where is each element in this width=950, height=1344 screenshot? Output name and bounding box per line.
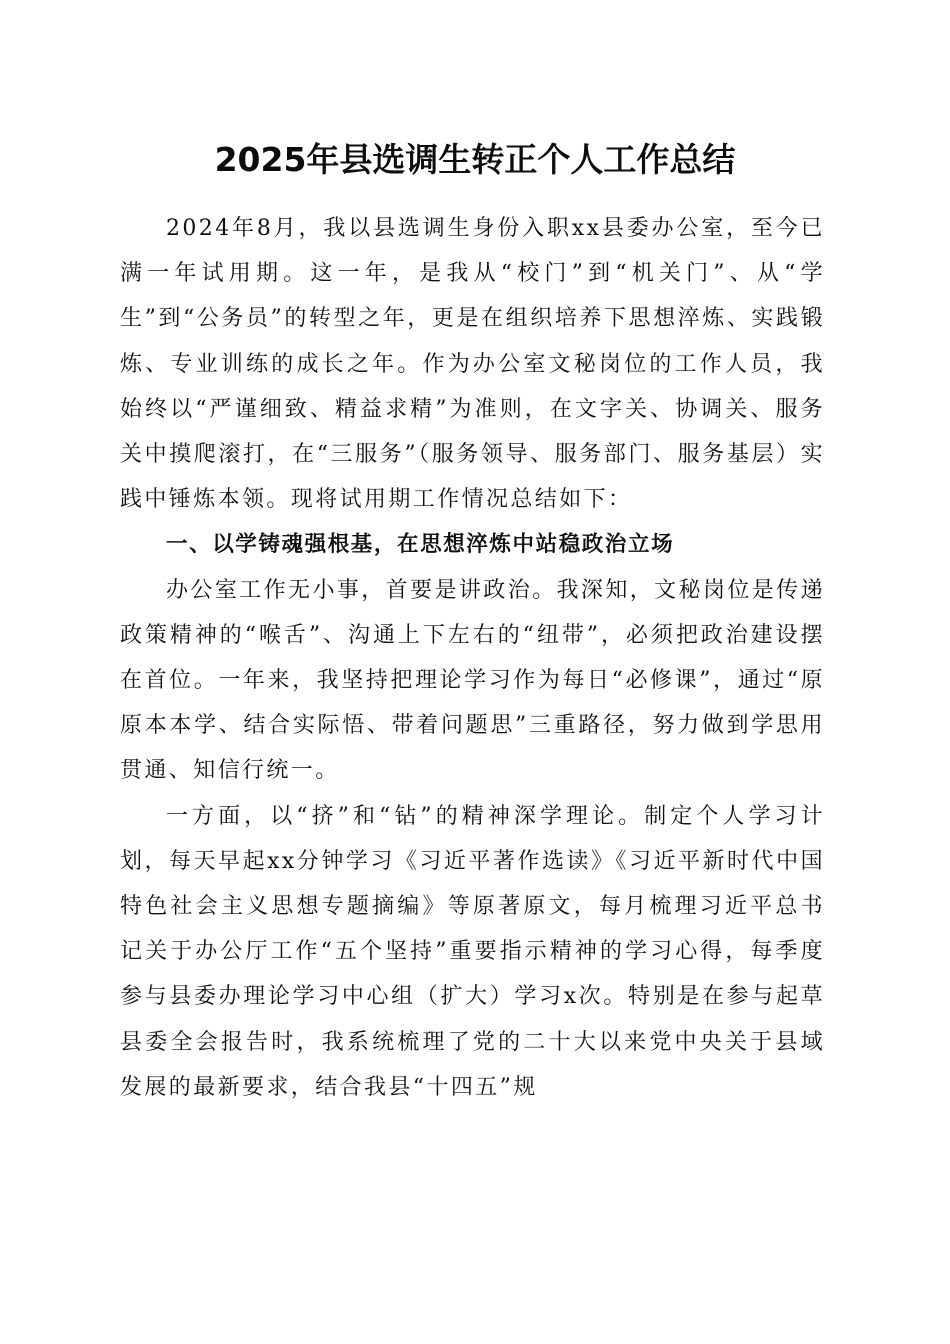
section-heading-1: 一、以学铸魂强根基，在思想淬炼中站稳政治立场 xyxy=(166,532,675,558)
document-body xyxy=(120,206,825,1110)
section-1-paragraph-1: 办公室工作无小事，首要是讲政治。我深知，文秘岗位是传递政策精神的“喉舌”、沟通上下左右的“纽带”，必须把政治建设摆在首位。一年来，我坚持把理论学习作为每日“必修课”，通过“原原本本学、结合实际悟、带着问题思”三重路径，努力做到学思用贯通、知信行统一。 xyxy=(120,577,825,784)
document-title: 2025年县选调生转正个人工作总结 xyxy=(214,140,736,179)
intro-paragraph: 2024年8月，我以县选调生身份入职xx县委办公室，至今已满一年试用期。这一年，是我从“校门”到“机关门”、从“学生”到“公务员”的转型之年，更是在组织培养下思想淬炼、实践锻炼、专业训练的成长之年。作为办公室文秘岗位的工作人员，我始终以“严谨细致、精益求精”为准则，在文字关、协调关、服务关中摸爬滚打，在“三服务”（服务领导、服务部门、服务基层）实践中锤炼本领。现将试用期工作情况总结如下： xyxy=(120,216,825,513)
section-1-paragraph-2: 一方面，以“挤”和“钻”的精神深学理论。制定个人学习计划，每天早起xx分钟学习《习近平著作选读》《习近平新时代中国特色社会主义思想专题摘编》等原著原文，每月梳理习近平总书记关于办公厅工作“五个坚持”重要指示精神的学习心得，每季度参与县委办理论学习中心组（扩大）学习x次。特别是在参与起草县委全会报告时，我系统梳理了党的二十大以来党中央关于县域发展的最新要求，结合我县“十四五”规 xyxy=(120,803,825,1100)
